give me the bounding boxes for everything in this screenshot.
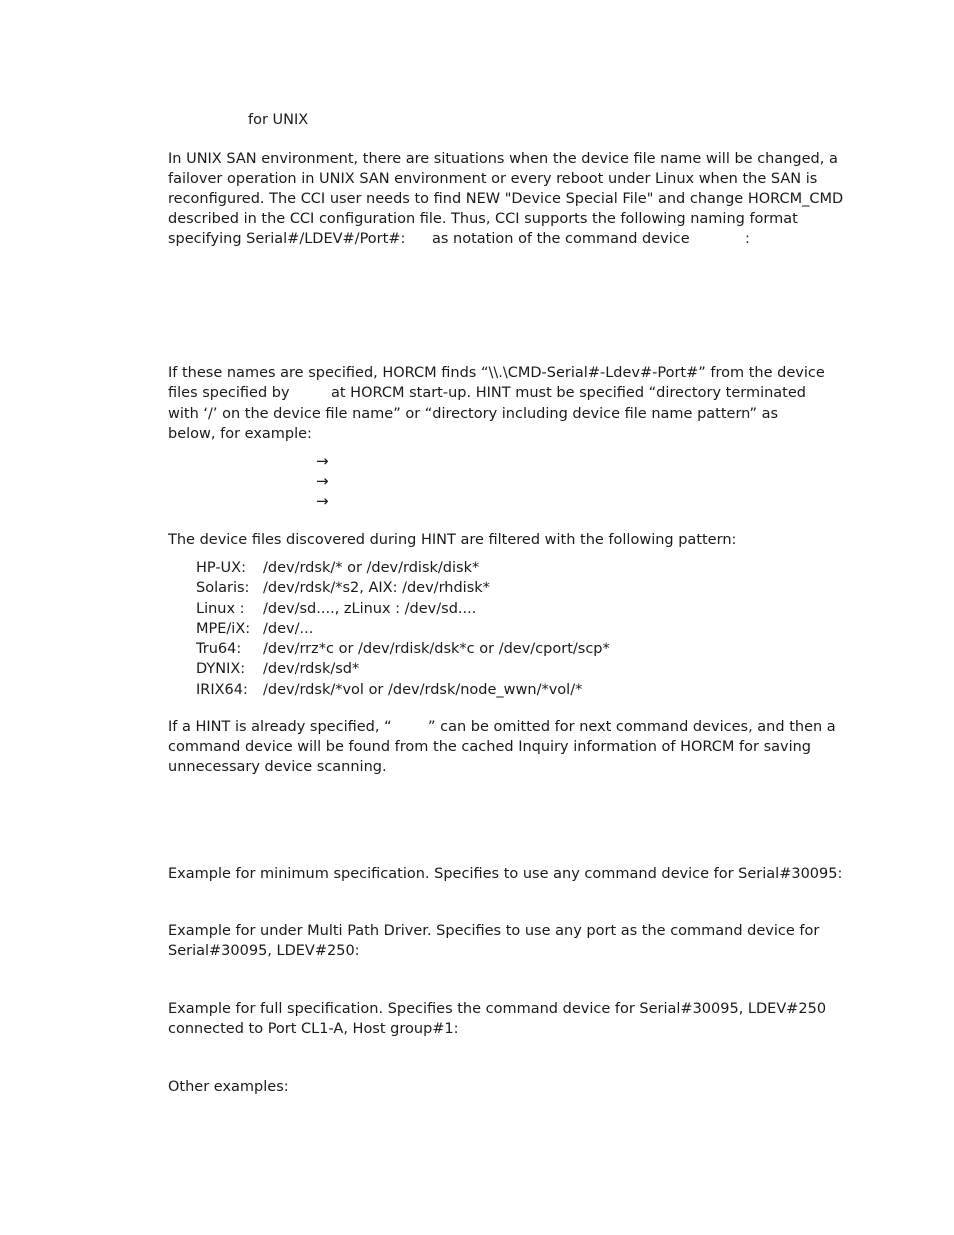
os-pattern-row — [196, 599, 476, 619]
intro-line: In UNIX SAN environment, there are situations when the device file name will be changed, a — [168, 151, 838, 167]
example-minimum: Example for minimum specification. Specifies to use any command device for Serial#30095: — [168, 866, 843, 882]
os-name: Linux : — [196, 601, 245, 617]
os-name: HP-UX: — [196, 560, 246, 576]
cached-line: If a HINT is already specified, “ — [168, 719, 392, 735]
hint-line-fragment: at HORCM start-up. HINT must be specified “directory terminated — [331, 385, 806, 401]
example-line: Example for full specification. Specifies the command device for Serial#30095, LDEV#250 — [168, 1001, 827, 1017]
example-line: Serial#30095, LDEV#250: — [168, 943, 360, 959]
cached-line: command device will be found from the cached Inquiry information of HORCM for saving — [168, 739, 812, 755]
os-name: MPE/iX: — [196, 621, 251, 637]
os-pattern-row — [196, 619, 313, 639]
os-pattern: /dev/... — [263, 621, 314, 637]
intro-line: reconfigured. The CCI user needs to find NEW "Device Special File" and change HORCM_CMD — [168, 191, 844, 207]
hint-line: If these names are specified, HORCM finds “\\.\CMD-Serial#-Ldev#-Port#” from the device — [168, 365, 825, 381]
example-line: connected to Port CL1-A, Host group#1: — [168, 1021, 459, 1037]
os-name: Solaris: — [196, 580, 250, 596]
os-name: DYNIX: — [196, 661, 246, 677]
hint-line: files specified by — [168, 385, 290, 401]
intro-line: failover operation in UNIX SAN environment or every reboot under Linux when the SAN is — [168, 171, 818, 187]
os-pattern-row — [196, 680, 582, 700]
os-pattern: /dev/rdsk/*s2, AIX: /dev/rhdisk* — [263, 580, 490, 596]
intro-line: specifying Serial#/LDEV#/Port#: — [168, 231, 406, 247]
right-arrow-icon: → — [316, 492, 329, 510]
os-pattern-row — [196, 639, 610, 659]
intro-line-fragment: as notation of the command device — [432, 231, 690, 247]
os-pattern-row — [196, 558, 479, 578]
intro-line-fragment: : — [745, 231, 750, 247]
os-pattern: /dev/sd...., zLinux : /dev/sd.... — [263, 601, 477, 617]
section-heading: for UNIX — [248, 112, 309, 128]
os-pattern: /dev/rdsk/* or /dev/rdisk/disk* — [263, 560, 480, 576]
hint-line: below, for example: — [168, 426, 312, 442]
os-name: Tru64: — [196, 641, 242, 657]
os-pattern: /dev/rdsk/*vol or /dev/rdsk/node_wwn/*vol/* — [263, 682, 583, 698]
cached-line-fragment: ” can be omitted for next command devices, and then a — [428, 719, 836, 735]
intro-line: described in the CCI configuration file. Thus, CCI supports the following naming format — [168, 211, 798, 227]
os-name: IRIX64: — [196, 682, 248, 698]
os-pattern: /dev/rdsk/sd* — [263, 661, 360, 677]
example-line: Example for under Multi Path Driver. Specifies to use any port as the command device for — [168, 923, 820, 939]
cached-line: unnecessary device scanning. — [168, 759, 387, 775]
right-arrow-icon: → — [316, 472, 329, 490]
other-examples-heading: Other examples: — [168, 1079, 289, 1095]
os-pattern-row — [196, 659, 359, 679]
filter-intro: The device files discovered during HINT are filtered with the following pattern: — [168, 532, 737, 548]
os-pattern-row — [196, 578, 490, 598]
os-pattern: /dev/rrz*c or /dev/rdisk/dsk*c or /dev/cport/scp* — [263, 641, 610, 657]
hint-line: with ‘/’ on the device file name” or “directory including device file name pattern” as — [168, 406, 779, 422]
right-arrow-icon: → — [316, 452, 329, 470]
